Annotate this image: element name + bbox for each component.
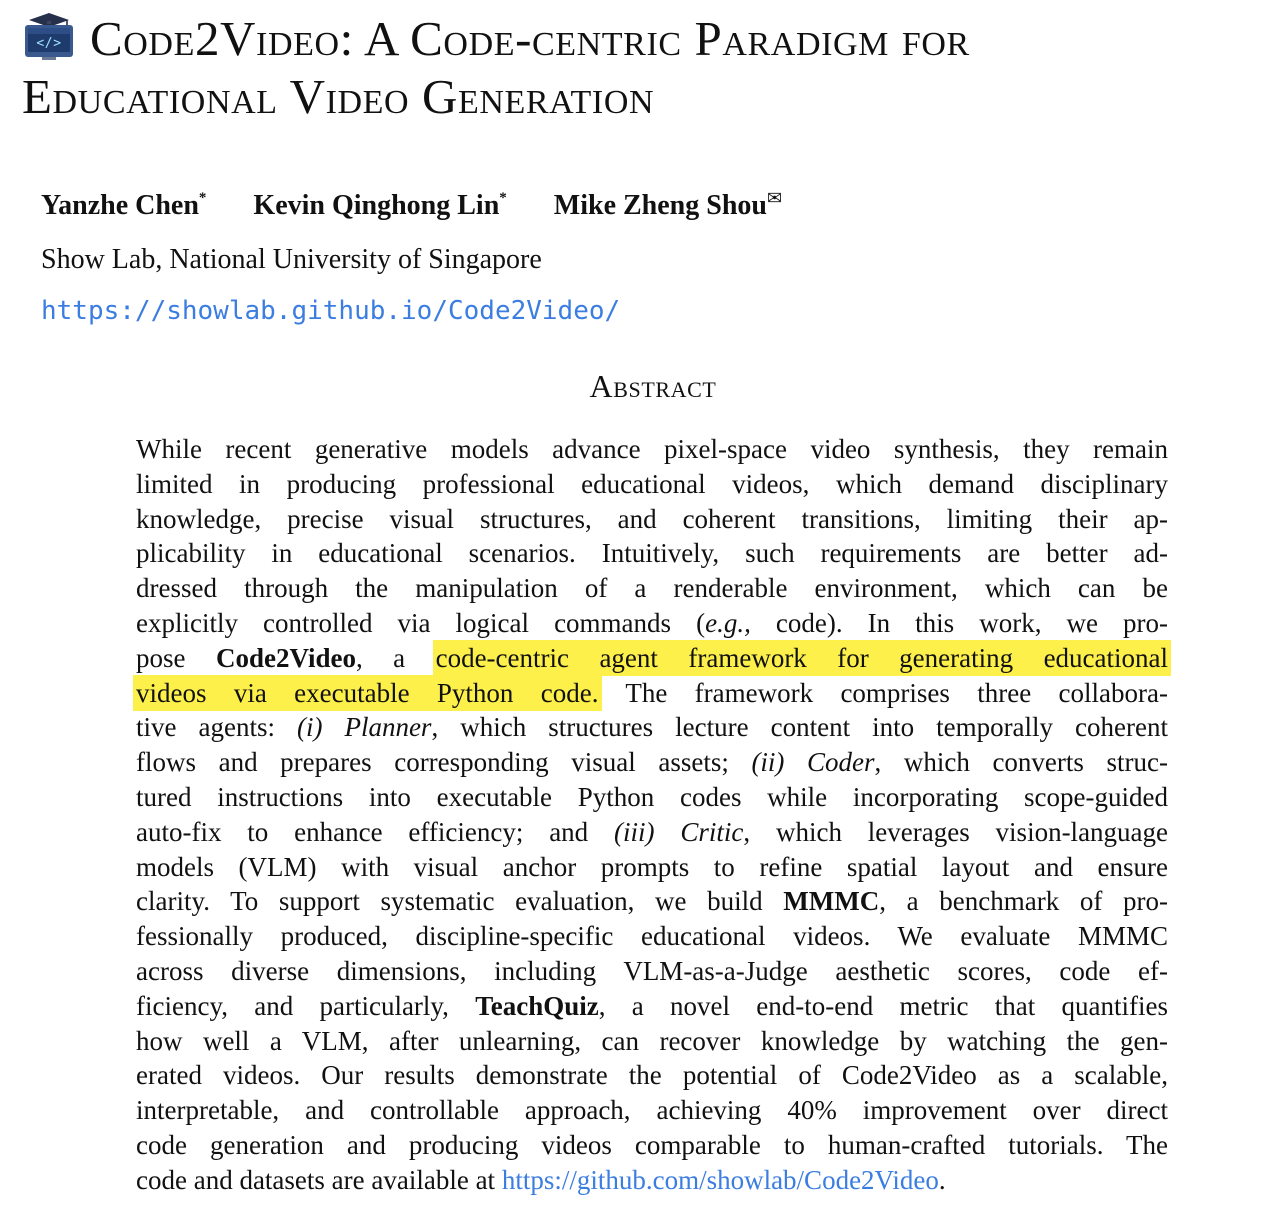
- abstract-line: flows and prepares corresponding visual assets; (ii) Coder, which converts struc-: [136, 747, 1168, 778]
- abstract-line: clarity. To support systematic evaluation, we build MMMC, a benchmark of pro-: [136, 886, 1168, 917]
- svg-text:</>: </>: [36, 36, 62, 51]
- abstract-line: erated videos. Our results demonstrate the potential of Code2Video as a scalable,: [136, 1060, 1168, 1091]
- abstract-line: limited in producing professional educational videos, which demand disciplinary: [136, 468, 1168, 499]
- abstract-line: explicitly controlled via logical commands (e.g., code). In this work, we pro-: [136, 607, 1168, 638]
- abstract-line: pose Code2Video, a code-centric agent framework for generating educational: [136, 642, 1169, 673]
- affiliation: Show Lab, National University of Singapore: [41, 244, 542, 275]
- abstract-line: dressed through the manipulation of a renderable environment, which can be: [136, 573, 1168, 604]
- education-code-icon: [22, 12, 76, 62]
- abstract-heading: Abstract: [589, 368, 717, 404]
- abstract-line: tured instructions into executable Python codes while incorporating scope-guided: [136, 781, 1168, 812]
- abstract-line: tive agents: (i) Planner, which structures lecture content into temporally coherent: [136, 712, 1168, 743]
- abstract-line: auto-fix to enhance efficiency; and (iii) Critic, which leverages vision-language: [136, 816, 1169, 847]
- envelope-icon: ✉: [766, 188, 783, 208]
- author-2: Kevin Qinghong Lin*: [253, 190, 507, 221]
- abstract-line: code generation and producing videos comparable to human-crafted tutorials. The: [136, 1129, 1168, 1160]
- abstract-line: interpretable, and controllable approach, achieving 40% improvement over direct: [136, 1095, 1168, 1126]
- project-url-link[interactable]: https://showlab.github.io/Code2Video/: [41, 296, 621, 326]
- equal-contribution-mark: *: [499, 190, 507, 206]
- abstract-line: models (VLM) with visual anchor prompts to refine spatial layout and ensure: [136, 851, 1168, 882]
- abstract-line: ficiency, and particularly, TeachQuiz, a novel end-to-end metric that quantifies: [136, 990, 1168, 1021]
- abstract-line: code and datasets are available at https://github.com/showlab/Code2Video.: [136, 1164, 946, 1195]
- highlighted-text: code-centric agent framework for generating educational: [435, 642, 1169, 673]
- abstract-line: knowledge, precise visual structures, and coherent transitions, limiting their ap-: [136, 503, 1168, 534]
- abstract-line: fessionally produced, discipline-specific educational videos. We evaluate MMMC: [136, 921, 1168, 952]
- title-line-2: Educational Video Generation: [22, 69, 655, 124]
- author-1: Yanzhe Chen*: [41, 190, 207, 221]
- metric-name: TeachQuiz: [475, 990, 599, 1021]
- method-name: Code2Video: [215, 642, 356, 673]
- author-list: [41, 188, 822, 222]
- paper-title: [22, 10, 1262, 126]
- highlighted-text: videos via executable Python code.: [136, 677, 599, 708]
- abstract-line: plicability in educational scenarios. Intuitively, such requirements are better ad-: [136, 538, 1168, 569]
- abstract-line: across diverse dimensions, including VLM-as-a-Judge aesthetic scores, code ef-: [136, 955, 1168, 986]
- benchmark-name: MMMC: [783, 886, 880, 917]
- author-3: Mike Zheng Shou✉: [553, 188, 783, 221]
- abstract-line: videos via executable Python code. The framework comprises three collabora-: [136, 677, 1168, 708]
- abstract-body: [136, 432, 1168, 1198]
- title-line-1: </> Code2Video: A Code-centric Paradigm for: [22, 10, 1262, 68]
- abstract-line: While recent generative models advance pixel-space video synthesis, they remain: [136, 434, 1168, 464]
- abstract-line: how well a VLM, after unlearning, can recover knowledge by watching the gen-: [136, 1025, 1168, 1056]
- equal-contribution-mark: *: [198, 190, 207, 206]
- github-link[interactable]: https://github.com/showlab/Code2Video: [501, 1164, 939, 1195]
